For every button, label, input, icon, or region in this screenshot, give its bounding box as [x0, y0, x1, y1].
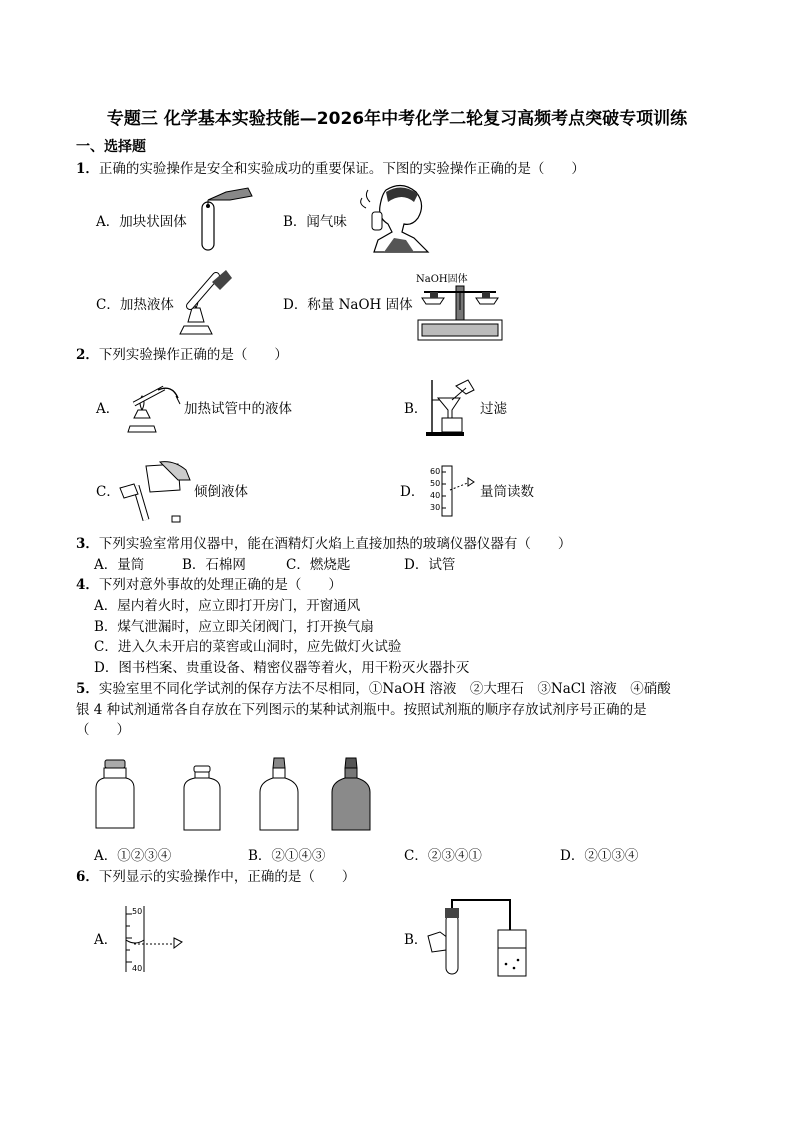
- q2-option-c: 倾倒液体: [194, 484, 248, 500]
- brown-bottle: [330, 758, 372, 832]
- question-2: [76, 346, 288, 364]
- question-number: 3．: [76, 536, 99, 552]
- smell-gas-illustration: [354, 182, 430, 254]
- question-5-line-1: [76, 680, 671, 698]
- q1-option-a: A．加块状固体: [96, 214, 187, 230]
- question-3: [76, 535, 571, 553]
- q4-option-b: B．煤气泄漏时，应立即关闭阀门，打开换气扇: [94, 619, 374, 635]
- page-title: 专题三 化学基本实验技能—2026年中考化学二轮复习高频考点突破专项训练: [106, 109, 688, 129]
- question-stem: 实验室里不同化学试剂的保存方法不尽相同，①NaOH 溶液 ②大理石 ③NaCl 溶液 ④硝酸: [98, 681, 671, 697]
- question-number: 1．: [76, 161, 99, 177]
- filter-illustration: [426, 376, 478, 438]
- q5-option-c: C．②③④①: [404, 848, 482, 864]
- q4-option-a: A．屋内着火时，应立即打开房门，开窗通风: [94, 598, 361, 614]
- cylinder-meniscus-illustration: [120, 906, 190, 976]
- question-number: 4．: [76, 577, 99, 593]
- q2-option-b: 过滤: [480, 401, 507, 417]
- balance-illustration: [414, 280, 506, 342]
- airtightness-check-illustration: [426, 896, 532, 980]
- question-5-line-2: 银 4 种试剂通常各自存放在下列图示的某种试剂瓶中。按照试剂瓶的顺序存放试剂序号正确的是: [76, 702, 647, 718]
- heat-tube-illustration: [120, 382, 182, 434]
- tick-label: 60: [430, 467, 441, 476]
- tick-label: 50: [430, 479, 441, 488]
- question-number: 6．: [76, 869, 99, 885]
- question-stem: 下列对意外事故的处理正确的是（ ）: [98, 577, 342, 593]
- tick-label: 30: [430, 503, 441, 512]
- q2-option-d: 量筒读数: [480, 484, 534, 500]
- dropper-bottle: [182, 766, 222, 832]
- question-number: 5．: [76, 681, 99, 697]
- q4-option-d: D．图书档案、贵重设备、精密仪器等着火，用干粉灭火器扑灭: [94, 660, 470, 676]
- question-5-line-3: （ ）: [76, 722, 130, 738]
- pour-liquid-illustration: [116, 460, 192, 526]
- q3-option-a: A．量筒: [94, 557, 145, 573]
- q4-option-c: C．进入久未开启的菜窖或山洞时，应先做灯火试验: [94, 639, 402, 655]
- naoh-label: NaOH固体: [416, 274, 468, 285]
- narrow-mouth-bottle: [258, 758, 300, 832]
- tick-label: 40: [430, 491, 441, 500]
- q2-option-a: 加热试管中的液体: [184, 401, 292, 417]
- q5-option-b: B．②①④③: [248, 848, 326, 864]
- heat-liquid-illustration: [178, 266, 234, 338]
- q2-option-b-letter: B．: [404, 401, 428, 417]
- add-solid-illustration: [196, 186, 256, 252]
- q3-option-c: C．燃烧匙: [286, 557, 351, 573]
- q3-option-b: B．石棉网: [182, 557, 246, 573]
- q1-option-c: C．加热液体: [96, 297, 174, 313]
- q1-option-d: D．称量 NaOH 固体: [283, 297, 413, 313]
- q6-option-a: A．: [94, 932, 118, 948]
- question-6: [76, 868, 355, 886]
- question-stem: 正确的实验操作是安全和实验成功的重要保证。下图的实验操作正确的是（ ）: [98, 161, 585, 177]
- question-1: [76, 160, 585, 178]
- q5-option-a: A．①②③④: [94, 848, 172, 864]
- question-4: [76, 576, 342, 594]
- question-stem: 下列实验操作正确的是（ ）: [98, 347, 288, 363]
- wide-mouth-bottle: [94, 760, 136, 832]
- tick-label: 50: [132, 907, 143, 916]
- question-number: 2．: [76, 347, 99, 363]
- section-heading: 一、选择题: [76, 139, 146, 155]
- q3-option-d: D．试管: [404, 557, 456, 573]
- q6-option-b: B．: [404, 932, 428, 948]
- q2-option-c-letter: C．: [96, 484, 120, 500]
- cylinder-scale: [430, 466, 440, 514]
- q2-option-d-letter: D．: [400, 484, 425, 500]
- question-stem: 下列实验室常用仪器中，能在酒精灯火焰上直接加热的玻璃仪器仪器有（ ）: [98, 536, 572, 552]
- question-stem: 下列显示的实验操作中，正确的是（ ）: [98, 869, 356, 885]
- tick-label: 40: [132, 964, 143, 973]
- q1-option-b: B．闻气味: [283, 214, 347, 230]
- q2-option-a-letter: A．: [96, 401, 120, 417]
- q5-option-d: D．②①③④: [560, 848, 639, 864]
